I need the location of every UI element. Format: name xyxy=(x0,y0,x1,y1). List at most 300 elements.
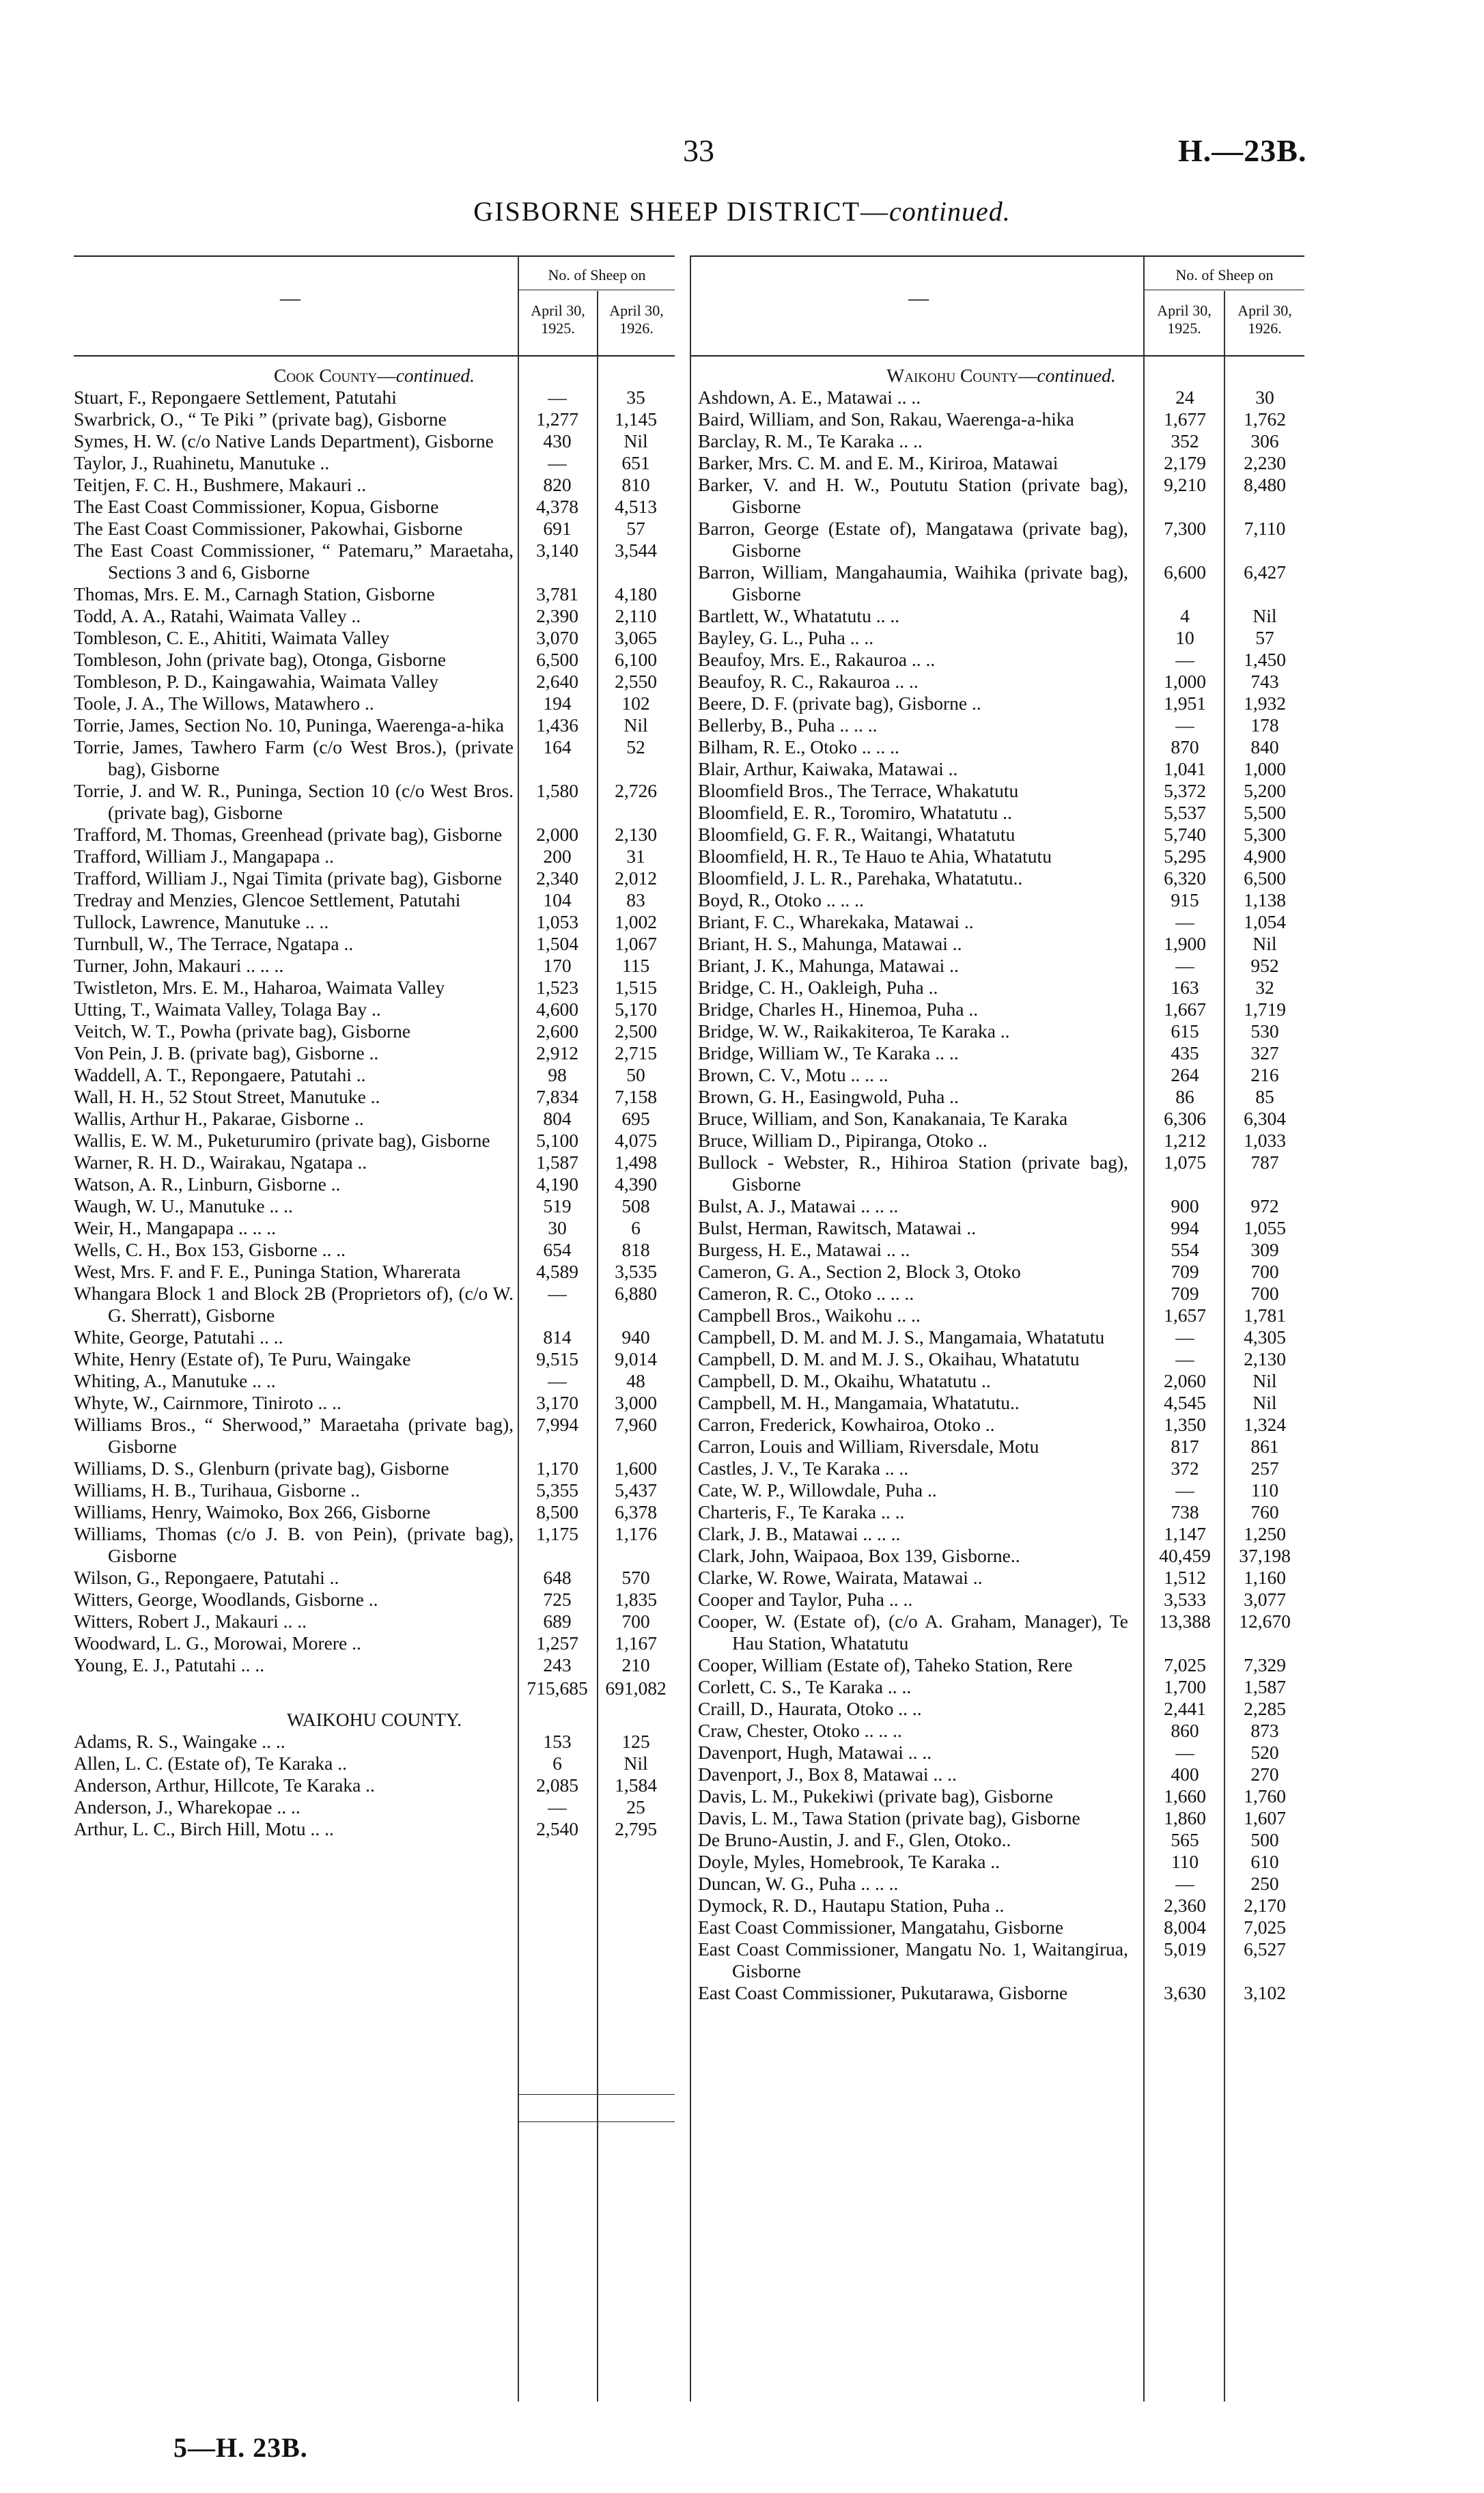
sheep-1926: 3,000 xyxy=(615,1392,657,1413)
spacer xyxy=(1128,693,1145,714)
spacer xyxy=(1128,1130,1145,1152)
sheep-1926: 1,067 xyxy=(615,933,657,954)
owner-name: Bridge, Charles H., Hinemoa, Puha .. xyxy=(698,999,979,1020)
owner-name: Barron, William, Mangahaumia, Waihika (private bag), Gisborne xyxy=(698,561,1128,604)
sheep-1926: 1,760 xyxy=(1244,1785,1286,1807)
table-row xyxy=(698,867,1304,889)
sheep-1925: 6,306 xyxy=(1164,1108,1206,1129)
owner-name: Bulst, Herman, Rawitsch, Matawai .. xyxy=(698,1217,977,1238)
owner-name: Bloomfield, G. F. R., Waitangi, Whatatutu xyxy=(698,824,1016,845)
table-row xyxy=(74,1173,675,1195)
left-header-dash: — xyxy=(280,287,300,309)
sheep-1926: 306 xyxy=(1250,430,1279,451)
sheep-1925: 915 xyxy=(1171,889,1199,910)
spacer xyxy=(1128,1392,1145,1414)
sheep-1925: 86 xyxy=(1175,1086,1194,1107)
sheep-1926: 250 xyxy=(1250,1873,1279,1894)
table-row xyxy=(698,911,1304,933)
sheep-1925: 1,175 xyxy=(536,1523,578,1544)
sheep-1925: 2,640 xyxy=(536,671,578,692)
sheep-1926: 1,607 xyxy=(1244,1807,1286,1828)
table-row xyxy=(698,1938,1304,1982)
owner-name: Todd, A. A., Ratahi, Waimata Valley .. xyxy=(74,605,361,626)
sheep-1926: 83 xyxy=(626,889,645,910)
owner-name: Bloomfield, E. R., Toromiro, Whatatutu .. xyxy=(698,802,1012,823)
sheep-1926: 1,002 xyxy=(615,911,657,932)
sheep-1926: 1,762 xyxy=(1244,408,1286,430)
sheep-1926: 2,715 xyxy=(615,1042,657,1063)
sheep-1926: 700 xyxy=(1250,1261,1279,1282)
table-row xyxy=(698,999,1304,1020)
owner-name: Tredray and Menzies, Glencoe Settlement, Patutahi xyxy=(74,889,461,910)
owner-name: Campbell, M. H., Mangamaia, Whatatutu.. xyxy=(698,1392,1020,1413)
sheep-1925: 194 xyxy=(543,693,572,714)
sheep-1925: 1,212 xyxy=(1164,1130,1206,1151)
owner-name: Whangara Block 1 and Block 2B (Proprietors of), (c/o W. G. Sherratt), Gisborne xyxy=(74,1283,514,1326)
sheep-1926: 743 xyxy=(1250,671,1279,692)
table-row xyxy=(74,911,675,933)
owner-name: Teitjen, F. C. H., Bushmere, Makauri .. xyxy=(74,474,367,495)
owner-name: Boyd, R., Otoko .. .. .. xyxy=(698,889,864,910)
sheep-1925: 5,019 xyxy=(1164,1938,1206,1960)
owner-name: Turnbull, W., The Terrace, Ngatapa .. xyxy=(74,933,354,954)
sheep-1925: 8,500 xyxy=(536,1501,578,1522)
owner-name: Wells, C. H., Box 153, Gisborne .. .. xyxy=(74,1239,346,1260)
sheep-1926: 810 xyxy=(621,474,650,495)
table-row xyxy=(698,1108,1304,1130)
sheep-1925: 1,900 xyxy=(1164,933,1206,954)
owner-name: Arthur, L. C., Birch Hill, Motu .. .. xyxy=(74,1818,334,1839)
sheep-1925: 153 xyxy=(543,1731,572,1752)
owner-name: Briant, J. K., Mahunga, Matawai .. xyxy=(698,955,959,976)
sheep-1926: Nil xyxy=(624,1753,648,1774)
owner-name: Watson, A. R., Linburn, Gisborne .. xyxy=(74,1173,341,1195)
sheep-1925: 709 xyxy=(1171,1261,1199,1282)
spacer xyxy=(1128,474,1145,518)
sheep-1926: 12,670 xyxy=(1239,1611,1291,1632)
sheep-1925: 435 xyxy=(1171,1042,1199,1063)
waikohu-county-heading-row xyxy=(74,1699,675,1731)
owner-name: Tombleson, P. D., Kaingawahia, Waimata Valley xyxy=(74,671,439,692)
table-row xyxy=(74,1370,675,1392)
sheep-1925: — xyxy=(1175,1742,1194,1763)
table-row xyxy=(74,1818,675,1840)
table-row xyxy=(698,1982,1304,2004)
table-row xyxy=(74,1261,675,1283)
sheep-1926: 3,077 xyxy=(1244,1589,1286,1610)
owner-name: Cooper and Taylor, Puha .. .. xyxy=(698,1589,913,1610)
sheep-1926: 216 xyxy=(1250,1064,1279,1085)
owner-name: East Coast Commissioner, Mangatu No. 1, Waitangirua, Gisborne xyxy=(698,1938,1128,1981)
table-row xyxy=(74,889,675,911)
sheep-1925: 3,070 xyxy=(536,627,578,648)
sheep-1926: 2,110 xyxy=(615,605,657,626)
sheep-1925: 817 xyxy=(1171,1436,1199,1457)
owner-name: Cooper, William (Estate of), Taheko Station, Rere xyxy=(698,1654,1073,1675)
table-row xyxy=(74,824,675,846)
sheep-1925: 1,277 xyxy=(536,408,578,430)
sheep-1925: — xyxy=(548,1370,567,1391)
table-row xyxy=(74,933,675,955)
owner-name: Campbell, D. M. and M. J. S., Mangamaia, Whatatutu xyxy=(698,1326,1105,1348)
total-1925: 715,685 xyxy=(527,1677,588,1699)
sheep-1926: 873 xyxy=(1250,1720,1279,1741)
total-label-blank xyxy=(74,1676,514,1699)
table-row xyxy=(698,714,1304,736)
table-row xyxy=(698,802,1304,824)
sheep-1926: 4,180 xyxy=(615,583,657,604)
sheep-1925: 4,589 xyxy=(536,1261,578,1282)
left-col2-header-line2: 1926. xyxy=(619,320,654,337)
spacer xyxy=(1128,1108,1145,1130)
sheep-1925: 2,441 xyxy=(1164,1698,1206,1719)
owner-name: Clark, John, Waipaoa, Box 139, Gisborne.. xyxy=(698,1545,1020,1566)
spacer xyxy=(1128,1676,1145,1698)
table-row xyxy=(698,1545,1304,1567)
table-row xyxy=(698,846,1304,867)
table-row xyxy=(74,1239,675,1261)
sheep-1925: — xyxy=(1175,714,1194,736)
waikohu-county-continued-heading-row xyxy=(698,365,1304,387)
sheep-1926: 1,324 xyxy=(1244,1414,1286,1435)
sheep-1926: 3,102 xyxy=(1244,1982,1286,2003)
left-table-box xyxy=(74,365,675,2400)
owner-name: Young, E. J., Patutahi .. .. xyxy=(74,1654,265,1675)
table-row xyxy=(74,1042,675,1064)
cook-county-heading-row xyxy=(74,365,675,387)
sheep-1926: 7,960 xyxy=(615,1414,657,1435)
sheep-1925: 994 xyxy=(1171,1217,1199,1238)
right-col2-header xyxy=(1225,302,1304,337)
table-row xyxy=(698,1239,1304,1261)
spacer xyxy=(1128,1326,1145,1348)
table-row xyxy=(698,955,1304,977)
sheep-1926: 1,515 xyxy=(615,977,657,998)
table-row xyxy=(698,889,1304,911)
table-row xyxy=(698,1326,1304,1348)
spacer xyxy=(1128,1567,1145,1589)
table-row xyxy=(74,1195,675,1217)
sheep-1925: 8,004 xyxy=(1164,1917,1206,1938)
owner-name: Davis, L. M., Pukekiwi (private bag), Gisborne xyxy=(698,1785,1054,1807)
table-row xyxy=(74,1217,675,1239)
total-1926: 691,082 xyxy=(605,1677,667,1699)
sheep-1925: 200 xyxy=(543,846,572,867)
table-row xyxy=(698,1370,1304,1392)
sheep-1926: 210 xyxy=(621,1654,650,1675)
sheep-1925: 2,540 xyxy=(536,1818,578,1839)
sheep-1926: 651 xyxy=(621,452,650,473)
table-row xyxy=(698,1305,1304,1326)
sheep-1926: 695 xyxy=(621,1108,650,1129)
sheep-1925: 820 xyxy=(543,474,572,495)
sheep-1926: 2,726 xyxy=(615,780,657,801)
sheep-1925: 1,523 xyxy=(536,977,578,998)
right-left-border xyxy=(690,255,691,2401)
sheep-1925: 1,700 xyxy=(1164,1676,1206,1697)
sheep-1925: 5,355 xyxy=(536,1479,578,1501)
sheep-1925: 2,179 xyxy=(1164,452,1206,473)
spacer xyxy=(1128,1611,1145,1654)
owner-name: Woodward, L. G., Morowai, Morere .. xyxy=(74,1632,361,1654)
sheep-1925: 2,060 xyxy=(1164,1370,1206,1391)
owner-name: Cameron, R. C., Otoko .. .. .. xyxy=(698,1283,914,1304)
owner-name: Craill, D., Haurata, Otoko .. .. xyxy=(698,1698,922,1719)
owner-name: Davenport, J., Box 8, Matawai .. .. xyxy=(698,1764,957,1785)
table-row xyxy=(74,627,675,649)
right-col1-header-line1: April 30, xyxy=(1157,302,1212,319)
owner-name: Bloomfield, J. L. R., Parehaka, Whatatutu.. xyxy=(698,867,1023,889)
owner-name: Carron, Frederick, Kowhairoa, Otoko .. xyxy=(698,1414,995,1435)
table-row xyxy=(698,736,1304,758)
left-sheep-table xyxy=(74,365,675,1840)
sheep-1926: 9,014 xyxy=(615,1348,657,1369)
sheep-1925: 900 xyxy=(1171,1195,1199,1216)
owner-name: West, Mrs. F. and F. E., Puninga Station, Wharerata xyxy=(74,1261,461,1282)
owner-name: The East Coast Commissioner, “ Patemaru,” Maraetaha, Sections 3 and 6, Gisborne xyxy=(74,540,514,583)
sheep-1925: 5,295 xyxy=(1164,846,1206,867)
sheep-1926: Nil xyxy=(1252,933,1277,954)
sheep-1925: 565 xyxy=(1171,1829,1199,1850)
sheep-1926: 1,160 xyxy=(1244,1567,1286,1588)
sheep-1925: 814 xyxy=(543,1326,572,1348)
table-row xyxy=(74,649,675,671)
owner-name: Doyle, Myles, Homebrook, Te Karaka .. xyxy=(698,1851,1000,1872)
owner-name: Anderson, Arthur, Hillcote, Te Karaka .. xyxy=(74,1774,375,1796)
sheep-1926: 270 xyxy=(1250,1764,1279,1785)
sheep-1926: Nil xyxy=(1252,605,1277,626)
sheep-1925: 1,170 xyxy=(536,1458,578,1479)
owner-name: Beaufoy, R. C., Rakauroa .. .. xyxy=(698,671,919,692)
owner-name: Thomas, Mrs. E. M., Carnagh Station, Gisborne xyxy=(74,583,435,604)
spacer xyxy=(1128,649,1145,671)
sheep-1925: 1,000 xyxy=(1164,671,1206,692)
sheep-1926: 2,285 xyxy=(1244,1698,1286,1719)
table-row xyxy=(698,561,1304,605)
table-row xyxy=(698,1436,1304,1458)
table-row xyxy=(74,1753,675,1774)
sheep-1926: 1,167 xyxy=(615,1632,657,1654)
table-row xyxy=(74,387,675,408)
sheep-1926: 2,130 xyxy=(615,824,657,845)
table-row xyxy=(698,1086,1304,1108)
table-row xyxy=(74,1326,675,1348)
table-row xyxy=(74,605,675,627)
spacer xyxy=(1128,1742,1145,1764)
owner-name: Blair, Arthur, Kaiwaka, Matawai .. xyxy=(698,758,958,779)
spacer xyxy=(1128,867,1145,889)
sheep-1925: 7,994 xyxy=(536,1414,578,1435)
sheep-1925: — xyxy=(1175,649,1194,670)
owner-name: Trafford, William J., Mangapapa .. xyxy=(74,846,335,867)
spacer xyxy=(1128,518,1145,561)
left-col1-header xyxy=(519,302,597,337)
owner-name: Whiting, A., Manutuke .. .. xyxy=(74,1370,276,1391)
sheep-1926: 5,500 xyxy=(1244,802,1286,823)
sheep-1926: 1,719 xyxy=(1244,999,1286,1020)
sheep-1926: 52 xyxy=(626,736,645,757)
spacer xyxy=(1128,1436,1145,1458)
table-row xyxy=(74,540,675,583)
sheep-1926: 6,100 xyxy=(615,649,657,670)
sheep-1925: 1,657 xyxy=(1164,1305,1206,1326)
table-row xyxy=(698,1458,1304,1479)
table-row xyxy=(698,1698,1304,1720)
sheep-1926: 3,535 xyxy=(615,1261,657,1282)
owner-name: Toole, J. A., The Willows, Matawhero .. xyxy=(74,693,374,714)
spacer xyxy=(1128,824,1145,846)
sheep-1925: 519 xyxy=(543,1195,572,1216)
sheep-1925: 372 xyxy=(1171,1458,1199,1479)
owner-name: Waugh, W. U., Manutuke .. .. xyxy=(74,1195,293,1216)
table-row xyxy=(698,1501,1304,1523)
table-row xyxy=(698,649,1304,671)
spacer xyxy=(1128,1042,1145,1064)
table-row xyxy=(74,780,675,824)
table-row xyxy=(698,1020,1304,1042)
owner-name: Williams, D. S., Glenburn (private bag), Gisborne xyxy=(74,1458,449,1479)
sheep-1926: 2,500 xyxy=(615,1020,657,1042)
table-row xyxy=(698,1873,1304,1895)
owner-name: Stuart, F., Repongaere Settlement, Patutahi xyxy=(74,387,397,408)
right-header-bottom-rule xyxy=(690,355,1304,357)
owner-name: Taylor, J., Ruahinetu, Manutuke .. xyxy=(74,452,330,473)
sheep-1925: 1,436 xyxy=(536,714,578,736)
sheep-1926: 7,329 xyxy=(1244,1654,1286,1675)
owner-name: Craw, Chester, Otoko .. .. .. xyxy=(698,1720,902,1741)
table-row xyxy=(74,1064,675,1086)
sheep-1926: 818 xyxy=(621,1239,650,1260)
spacer xyxy=(1128,1545,1145,1567)
owner-name: Burgess, H. E., Matawai .. .. xyxy=(698,1239,910,1260)
sheep-1925: 3,781 xyxy=(536,583,578,604)
owner-name: Barclay, R. M., Te Karaka .. .. xyxy=(698,430,923,451)
sheep-1925: 1,350 xyxy=(1164,1414,1206,1435)
owner-name: Wallis, Arthur H., Pakarae, Gisborne .. xyxy=(74,1108,364,1129)
sheep-1925: 430 xyxy=(543,430,572,451)
sheep-1925: 400 xyxy=(1171,1764,1199,1785)
sheep-1926: 1,138 xyxy=(1244,889,1286,910)
table-row xyxy=(698,1829,1304,1851)
owner-name: Dymock, R. D., Hautapu Station, Puha .. xyxy=(698,1895,1005,1916)
sheep-1926: 861 xyxy=(1250,1436,1279,1457)
owner-name: The East Coast Commissioner, Kopua, Gisborne xyxy=(74,496,439,517)
sheep-1926: 2,130 xyxy=(1244,1348,1286,1369)
sheep-1925: 6,600 xyxy=(1164,561,1206,583)
owner-name: Allen, L. C. (Estate of), Te Karaka .. xyxy=(74,1753,347,1774)
owner-name: Tombleson, John (private bag), Otonga, Gisborne xyxy=(74,649,446,670)
owner-name: Bilham, R. E., Otoko .. .. .. xyxy=(698,736,899,757)
table-row xyxy=(698,1479,1304,1501)
owner-name: Cate, W. P., Willowdale, Puha .. xyxy=(698,1479,937,1501)
table-row xyxy=(74,1501,675,1523)
owner-name: Campbell, D. M., Okaihu, Whatatutu .. xyxy=(698,1370,991,1391)
sheep-1925: 4,545 xyxy=(1164,1392,1206,1413)
owner-name: Charteris, F., Te Karaka .. .. xyxy=(698,1501,905,1522)
sheep-1926: Nil xyxy=(624,430,648,451)
sheep-1925: 9,515 xyxy=(536,1348,578,1369)
right-table-box xyxy=(698,365,1304,2400)
sheep-1926: 85 xyxy=(1255,1086,1274,1107)
sheep-1926: 5,300 xyxy=(1244,824,1286,845)
sheep-1926: 4,390 xyxy=(615,1173,657,1195)
spacer xyxy=(1128,955,1145,977)
sheep-1925: 709 xyxy=(1171,1283,1199,1304)
table-row xyxy=(74,736,675,780)
table-row xyxy=(74,1589,675,1611)
table-row xyxy=(74,714,675,736)
owner-name: Carron, Louis and William, Riversdale, Motu xyxy=(698,1436,1039,1457)
table-row xyxy=(698,1130,1304,1152)
spacer xyxy=(1128,1895,1145,1917)
owner-name: Anderson, J., Wharekopae .. .. xyxy=(74,1796,300,1817)
sheep-1926: 4,513 xyxy=(615,496,657,517)
sheep-1925: 7,834 xyxy=(536,1086,578,1107)
table-row xyxy=(74,867,675,889)
sheep-1925: — xyxy=(1175,911,1194,932)
sheep-1926: 35 xyxy=(626,387,645,408)
sheep-1925: 2,600 xyxy=(536,1020,578,1042)
table-row xyxy=(74,1654,675,1676)
left-header-bottom-rule xyxy=(74,355,675,357)
table-row xyxy=(698,605,1304,627)
sheep-1926: 2,795 xyxy=(615,1818,657,1839)
owner-name: White, Henry (Estate of), Te Puru, Waingake xyxy=(74,1348,411,1369)
sheep-1926: 25 xyxy=(626,1796,645,1817)
sheep-1926: 1,584 xyxy=(615,1774,657,1796)
sheep-1926: 700 xyxy=(621,1611,650,1632)
sheep-1926: 8,480 xyxy=(1244,474,1286,495)
table-row xyxy=(698,1283,1304,1305)
sheep-1925: 1,504 xyxy=(536,933,578,954)
owner-name: Baird, William, and Son, Rakau, Waerenga-a-hika xyxy=(698,408,1074,430)
sheep-1925: 1,053 xyxy=(536,911,578,932)
sheep-1926: 1,450 xyxy=(1244,649,1286,670)
sheep-1926: 6,427 xyxy=(1244,561,1286,583)
table-row xyxy=(74,1020,675,1042)
sheep-1926: 7,025 xyxy=(1244,1917,1286,1938)
right-top-rule xyxy=(690,255,1304,257)
sheep-1925: 264 xyxy=(1171,1064,1199,1085)
document-code: H.—23B. xyxy=(1178,133,1307,168)
sheep-1925: 6,320 xyxy=(1164,867,1206,889)
spacer xyxy=(1128,1873,1145,1895)
owner-name: Warner, R. H. D., Wairakau, Ngatapa .. xyxy=(74,1152,367,1173)
sheep-1926: 3,065 xyxy=(615,627,657,648)
table-row xyxy=(74,1458,675,1479)
table-row xyxy=(698,977,1304,999)
owner-name: Brown, G. H., Easingwold, Puha .. xyxy=(698,1086,959,1107)
table-row xyxy=(698,1195,1304,1217)
sheep-1925: — xyxy=(1175,1873,1194,1894)
table-row xyxy=(74,518,675,540)
sheep-1925: 3,140 xyxy=(536,540,578,561)
owner-name: Trafford, M. Thomas, Greenhead (private bag), Gisborne xyxy=(74,824,503,845)
sheep-1926: 37,198 xyxy=(1239,1545,1291,1566)
table-row xyxy=(74,1392,675,1414)
table-row xyxy=(698,1764,1304,1785)
owner-name: Campbell, D. M. and M. J. S., Okaihau, Whatatutu xyxy=(698,1348,1080,1369)
sheep-1925: 30 xyxy=(548,1217,567,1238)
sheep-1925: — xyxy=(1175,955,1194,976)
owner-name: Beaufoy, Mrs. E., Rakauroa .. .. xyxy=(698,649,936,670)
owner-name: Cameron, G. A., Section 2, Block 3, Otoko xyxy=(698,1261,1021,1282)
spacer xyxy=(1128,1654,1145,1676)
owner-name: Corlett, C. S., Te Karaka .. .. xyxy=(698,1676,912,1697)
owner-name: Bloomfield, H. R., Te Hauo te Ahia, Whatatutu xyxy=(698,846,1052,867)
owner-name: Wilson, G., Repongaere, Patutahi .. xyxy=(74,1567,339,1588)
sheep-1925: 2,085 xyxy=(536,1774,578,1796)
